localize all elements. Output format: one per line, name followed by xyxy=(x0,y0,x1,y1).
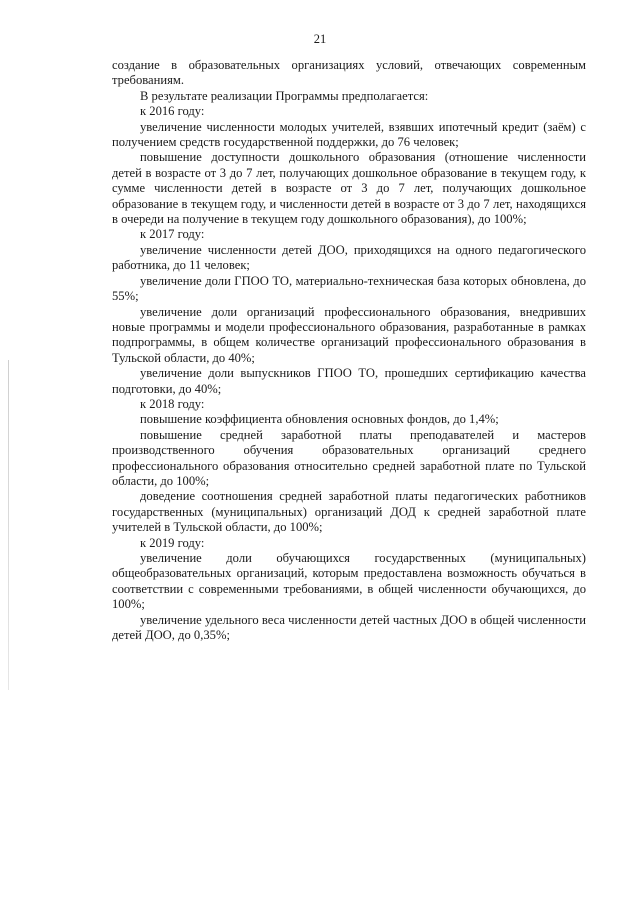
paragraph: увеличение доли организаций профессионального образования, внедривших новые программы и модели профессионального образования, разработанные в рамках подпрограммы, в общем количестве организаций профессионального образования в Тульской области, до 40%; xyxy=(112,304,586,365)
year-heading: к 2019 году: xyxy=(140,535,205,550)
paragraph: повышение доступности дошкольного образования (отношение численности детей в возрасте от 3 до 7 лет, получающих дошкольное образование в текущем году, к сумме численности детей в возрасте от 3 до 7 лет, получающих дошкольное образование в текущем году, и численности детей в возрасте от 3 до 7 лет, находящихся в очереди на получение в текущем году дошкольного образования), до 100%; xyxy=(112,150,586,227)
paragraph: повышение коэффициента обновления основных фондов, до 1,4%; xyxy=(140,412,499,427)
page-number: 21 xyxy=(313,32,327,46)
paragraph: увеличение удельного веса численности детей частных ДОО в общей численности детей ДОО, до 0,35%; xyxy=(112,612,586,643)
year-heading: к 2018 году: xyxy=(140,396,205,411)
paragraph: создание в образовательных организациях условий, отвечающих современным требованиям. xyxy=(112,58,586,88)
paragraph: повышение средней заработной платы преподавателей и мастеров производственного обучения образовательных организаций среднего профессионального образования относительно средней заработной плате по Тульской области, до 100%; xyxy=(112,427,586,488)
document-body xyxy=(112,58,586,643)
year-heading: к 2016 году: xyxy=(140,104,205,119)
paragraph: увеличение доли обучающихся государственных (муниципальных) общеобразовательных организаций, которым предоставлена возможность обучаться в соответствии с современными требованиями, в общей численности обучающихся, до 100%; xyxy=(112,551,586,612)
year-heading: к 2017 году: xyxy=(140,227,205,242)
paragraph: увеличение численности молодых учителей, взявших ипотечный кредит (заём) с получением средств государственной поддержки, до 76 человек; xyxy=(112,119,586,150)
paragraph: увеличение численности детей ДОО, приходящихся на одного педагогического работника, до 11 человек; xyxy=(112,242,586,273)
paragraph: увеличение доли ГПОО ТО, материально-техническая база которых обновлена, до 55%; xyxy=(112,273,586,304)
paragraph: доведение соотношения средней заработной платы педагогических работников государственных (муниципальных) организаций ДОД к средней заработной плате учителей в Тульской области, до 100%; xyxy=(112,489,586,535)
paragraph: увеличение доли выпускников ГПОО ТО, прошедших сертификацию качества подготовки, до 40%; xyxy=(112,366,586,396)
paragraph: В результате реализации Программы предполагается: xyxy=(140,88,429,103)
scan-edge-line xyxy=(8,360,9,690)
